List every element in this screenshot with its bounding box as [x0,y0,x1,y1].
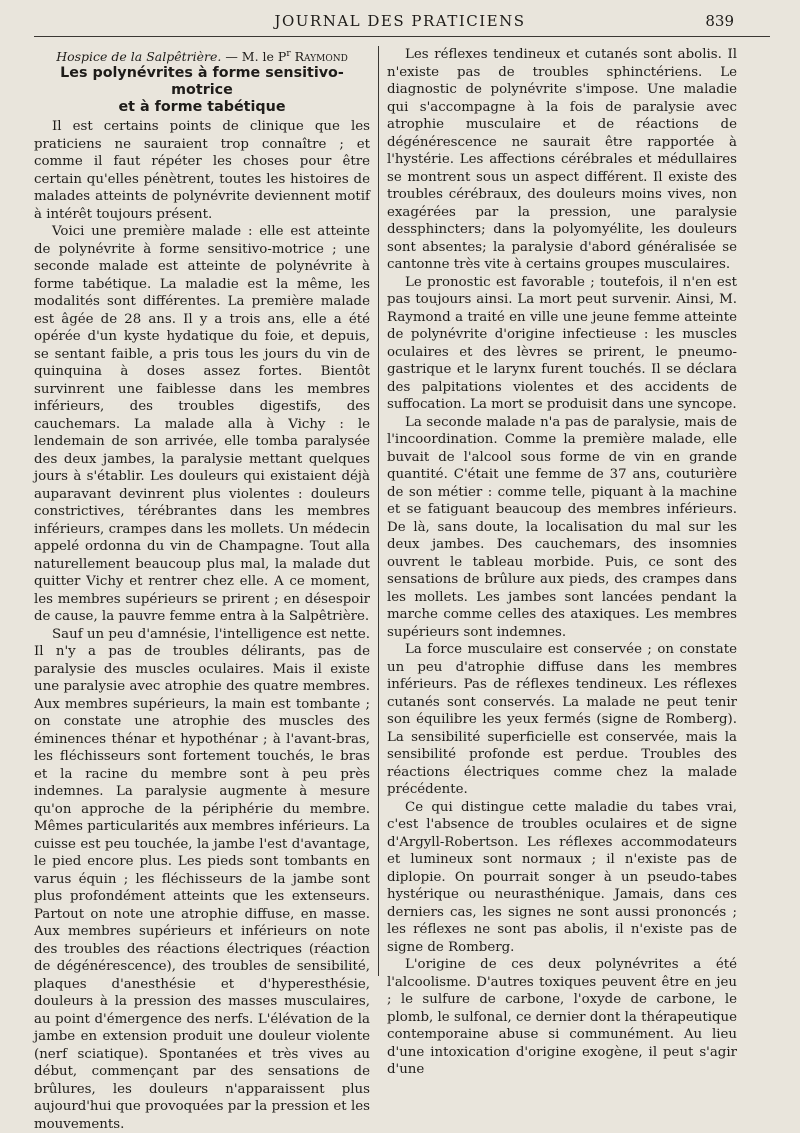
page-number: 839 [705,12,734,30]
title-line-1: Les polynévrites à forme sensitivo-motrice [60,65,344,99]
source-place: Hospice de la Salpêtrière. [56,49,222,65]
paragraph: L'origine de ces deux polynévrites a été l'alcoolisme. D'autres toxiques peuvent être en jeu ; le sulfure de carbone, l'oxyde de carbone, le plomb, le sulfonal, ce dernier dont la thérapeutique contemporaine abuse si communément. Au lieu d'une intoxication d'origine exogène, il peut s'agir d'une [387,957,737,1077]
paragraph: Les réflexes tendineux et cutanés sont abolis. Il n'existe pas de troubles sphinctériens. Le diagnostic de polynévrite s'impose. Une maladie qui s'accompagne à la fois de paralysie avec atrophie musculaire et de réactions de dégénérescence ne saurait être rapportée à l'hystérie. Les affections cérébrales et médullaires se montrent sous un aspect différent. Il existe des troubles cérébraux, des douleurs moins vives, non exagérées par la pression, une paralysie dessphincters; dans la polyomyélite, les douleurs sont absentes; la paralysie d'abord généralisée se cantonne très vite à certains groupes musculaires. [387,47,737,272]
paragraph: Il est certains points de clinique que les praticiens ne sauraient trop connaître ; et comme il faut répéter les choses pour être certain qu'elles pénètrent, toutes les histoires de malades atteints de polynévrite deviennent motif à intérêt toujours présent. [34,119,370,222]
left-column [34,46,370,1133]
source-dash: — M. le P [221,49,287,65]
header-rule [34,36,770,37]
paragraph: Le pronostic est favorable ; toutefois, il n'en est pas toujours ainsi. La mort peut survenir. Ainsi, M. Raymond a traité en ville une jeune femme atteinte de polynévrite d'origine infectieuse : les muscles oculaires et des lèvres se prirent, le pneumo-gastrique et le larynx furent touchés. Il se déclara des palpitations violentes et des accidents de suffocation. La mort se produisit dans une syncope. [387,274,737,412]
title-line-2: et à forme tabétique [118,99,286,116]
paragraph: Sauf un peu d'amnésie, l'intelligence est nette. Il n'y a pas de troubles délirants, pas de paralysie des muscles oculaires. Mais il existe une paralysie avec atrophie des quatre membres. Aux membres supérieurs, la main est tombante ; on constate une atrophie des muscles des éminences thénar et hypothénar ; à l'avant-bras, les fléchisseurs sont fortement touchés, le bras et la racine du membre sont à peu près indemnes. La paralysie augmente à mesure qu'on approche de la périphérie du membre. Mêmes particularités aux membres inférieurs. La cuisse est peu touchée, la jambe l'est d'avantage, le pied encore plus. Les pieds sont tombants en varus équin ; les fléchisseurs de la jambe sont plus profondément atteints que les extenseurs. Partout on note une atrophie diffuse, en masse. Aux membres supérieurs et inférieurs on note des troubles des réactions électriques (réaction de dégénérescence), des troubles de sensibilité, plaques d'anesthésie et d'hyperesthésie, douleurs à la pression des masses musculaires, au point d'émergence des nerfs. L'élévation de la jambe en extension produit une douleur violente (nerf sciatique). Spontanées et très vives au début, commençant par des sensations de brûlures, les douleurs n'apparaissent plus aujourd'hui que provoquées par la pression et les mouvements. [34,626,370,1132]
source-name: Raymond [290,49,348,65]
paragraph: La force musculaire est conservée ; on constate un peu d'atrophie diffuse dans les membres inférieurs. Pas de réflexes tendineux. Les réflexes cutanés sont conservés. La malade ne peut tenir son équilibre les yeux fermés (signe de Romberg). La sensibilité superficielle est conservée, mais la sensibilité profonde est perdue. Troubles des réactions électriques comme chez la malade précédente. [387,642,737,797]
column-divider [378,46,379,976]
article-source [34,46,370,65]
running-title: JOURNAL DES PRATICIENS [274,12,526,30]
article-title [34,65,370,116]
right-column [387,46,737,1079]
paragraph: La seconde malade n'a pas de paralysie, mais de l'incoordination. Comme la première malade, elle buvait de l'alcool sous forme de vin en grande quantité. C'était une femme de 37 ans, couturière de son métier : comme telle, piquant à la machine et se fatiguant beaucoup des membres inférieurs. De là, sans doute, la localisation du mal sur les deux jambes. Des cauchemars, des insomnies ouvrent le tableau morbide. Puis, ce sont des sensations de brûlure aux pieds, des crampes dans les mollets. Les jambes sont lancées pendant la marche comme celles des ataxiques. Les membres supérieurs sont indemnes. [387,414,737,640]
paragraph: Ce qui distingue cette maladie du tabes vrai, c'est l'absence de troubles oculaires et de signe d'Argyll-Robertson. Les réflexes accommodateurs et lumineux sont normaux ; il n'existe pas de diplopie. On pourrait songer à un pseudo-tabes hystérique ou neurasthénique. Jamais, dans ces derniers cas, les signes ne sont aussi prononcés ; les réflexes ne sont pas abolis, il n'existe pas de signe de Romberg. [387,799,737,955]
page-header [0,0,800,38]
paragraph: Voici une première malade : elle est atteinte de polynévrite à forme sensitivo-motrice ; une seconde malade est atteinte de polynévrite à forme tabétique. La maladie est la même, les modalités sont différentes. La première malade est âgée de 28 ans. Il y a trois ans, elle a été opérée d'un kyste hydatique du foie, et depuis, se sentant faible, a pris tous les jours du vin de quinquina à doses assez fortes. Bientôt survinrent une faiblesse dans les membres inférieurs, des troubles digestifs, des cauchemars. La malade alla à Vichy : le lendemain de son arrivée, elle tomba paralysée des deux jambes, la paralysie mettant quelques jours à s'établir. Les douleurs qui existaient déjà auparavant devinrent plus violentes : douleurs constrictives, térébrantes dans les membres inférieurs, crampes dans les mollets. Un médecin appelé ordonna du vin de Champagne. Tout alla naturellement beaucoup plus mal, la malade dut quitter Vichy et rentrer chez elle. A ce moment, les membres supérieurs se prirent ; en désespoir de cause, la pauvre femme entra à la Salpêtrière. [34,224,370,625]
source-sup: r [286,49,291,59]
